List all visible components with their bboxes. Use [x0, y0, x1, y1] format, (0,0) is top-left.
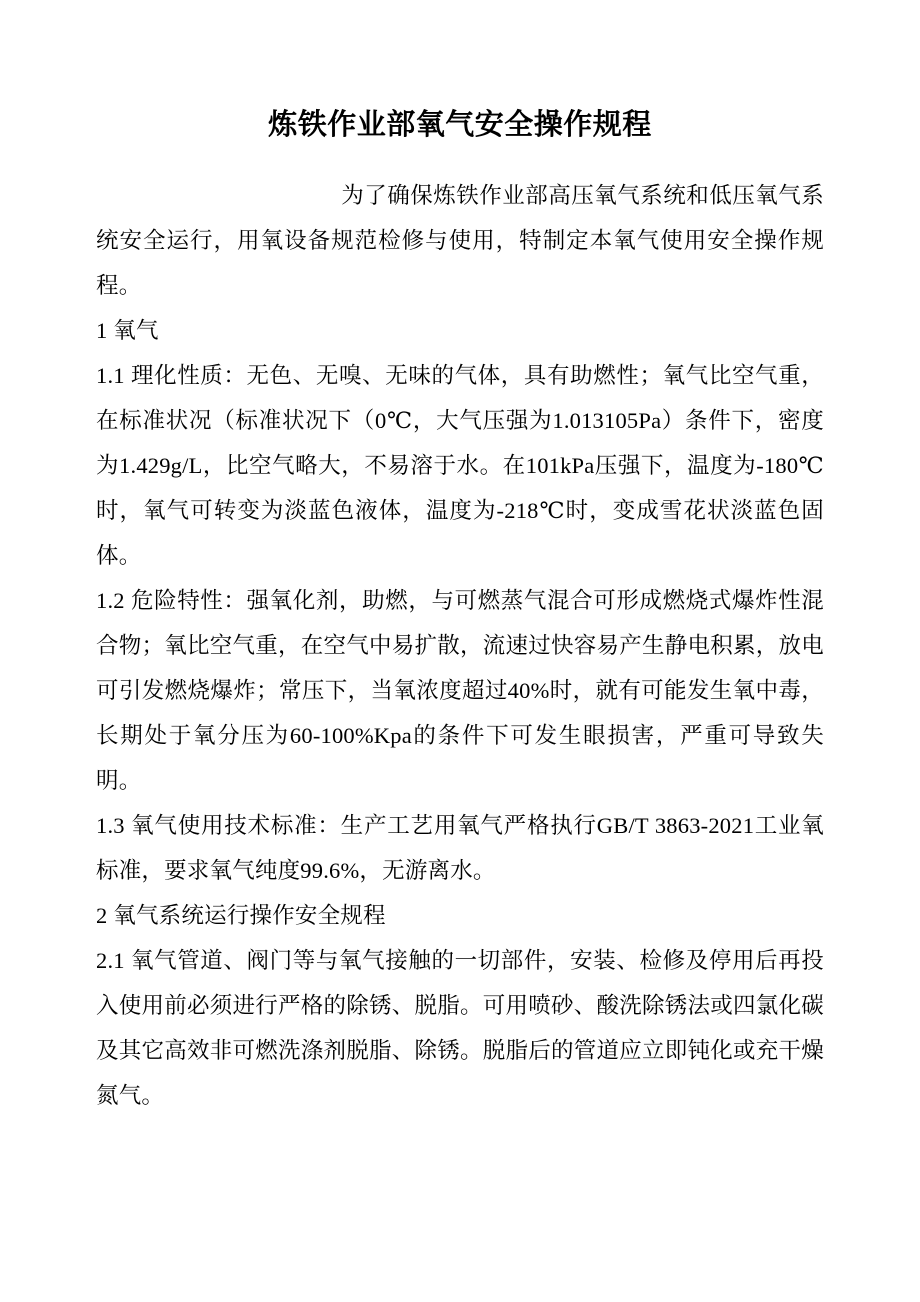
- paragraph-1-2: 1.2 危险特性：强氧化剂，助燃，与可燃蒸气混合可形成燃烧式爆炸性混合物；氧比空气重，在空气中易扩散，流速过快容易产生静电积累，放电可引发燃烧爆炸；常压下，当氧浓度超过40%时，就有可能发生氧中毒，长期处于氧分压为60-100%Kpa的条件下可发生眼损害，严重可导致失明。: [96, 587, 824, 793]
- heading-section-1: 1 氧气: [96, 317, 159, 343]
- heading-section-2: 2 氧气系统运行操作安全规程: [96, 902, 386, 928]
- paragraph-text: 为了确保炼铁作业部高压氧气系统和低压氧气系统安全运行，用氧设备规范检修与使用，特制定本氧气使用安全操作规程。: [96, 182, 824, 298]
- paragraph-1-3: 1.3 氧气使用技术标准：生产工艺用氧气严格执行GB/T 3863-2021工业氧标准，要求氧气纯度99.6%，无游离水。: [96, 812, 824, 883]
- page-title: 炼铁作业部氧气安全操作规程: [268, 109, 652, 141]
- paragraph-1-1: 1.1 理化性质：无色、无嗅、无味的气体，具有助燃性；氧气比空气重，在标准状况（标准状况下（0℃，大气压强为1.013105Pa）条件下，密度为1.429g/L，比空气略大，不易溶于水。在101kPa压强下，温度为-180℃时，氧气可转变为淡蓝色液体，温度为-218℃时，变成雪花状淡蓝色固体。: [96, 362, 824, 568]
- paragraph-2-1: 2.1 氧气管道、阀门等与氧气接触的一切部件，安装、检修及停用后再投入使用前必须进行严格的除锈、脱脂。可用喷砂、酸洗除锈法或四氯化碳及其它高效非可燃洗涤剂脱脂、除锈。脱脂后的管道应立即钝化或充干燥氮气。: [96, 947, 824, 1108]
- paragraph-intro: [96, 173, 824, 308]
